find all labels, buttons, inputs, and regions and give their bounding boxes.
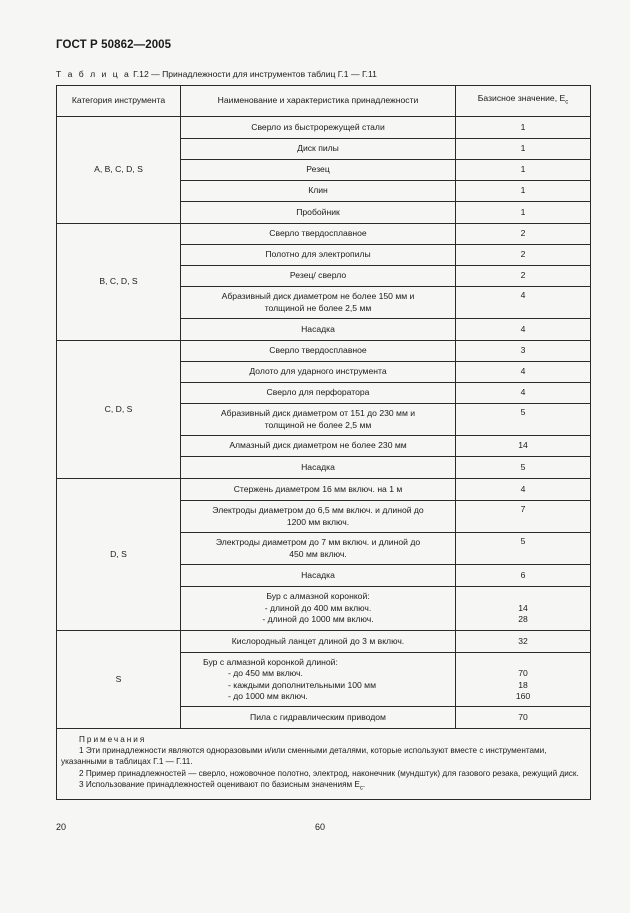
- header-basic-value-sub: c: [565, 99, 569, 106]
- accessory-name: [181, 653, 456, 707]
- note-sub: c: [359, 785, 363, 792]
- basic-value: 7: [456, 501, 591, 533]
- document-id: ГОСТ Р 50862—2005: [56, 39, 172, 51]
- category-cell: A, B, C, D, S: [57, 117, 181, 224]
- basic-value-item: 18: [518, 679, 528, 690]
- accessory-subitem: - длиной до 1000 мм включ.: [262, 614, 374, 625]
- accessory-name: Сверло твердосплавное: [181, 224, 456, 245]
- accessory-name: Насадка: [181, 565, 456, 587]
- accessories-table: [56, 85, 591, 800]
- table-row: [57, 341, 591, 362]
- basic-value: 2: [456, 266, 591, 287]
- accessory-name: Сверло для перфоратора: [181, 383, 456, 404]
- accessory-name: [181, 501, 456, 533]
- accessory-name: Сверло из быстрорежущей стали: [181, 117, 456, 139]
- table-row: [57, 631, 591, 653]
- basic-value: 1: [456, 160, 591, 181]
- basic-value-item: 70: [518, 668, 528, 678]
- basic-value: 70: [456, 707, 591, 729]
- note-item: 1 Эти принадлежности являются одноразовыми и/или сменными деталями, которые используют вместе с инструментами, указанными в таблицах Г.1 — Г.11.: [61, 746, 547, 767]
- accessory-heading: Бур с алмазной коронкой:: [266, 591, 370, 602]
- basic-value: 2: [456, 224, 591, 245]
- accessory-name: Насадка: [181, 457, 456, 479]
- category-cell: D, S: [57, 479, 181, 631]
- accessory-name: [181, 587, 456, 631]
- basic-value-item: 160: [515, 691, 531, 701]
- basic-value-item: 14: [518, 602, 528, 613]
- accessory-name: Клин: [181, 181, 456, 202]
- table-row: [57, 117, 591, 139]
- accessory-name: Сверло твердосплавное: [181, 341, 456, 362]
- category-cell: S: [57, 631, 181, 729]
- notes-cell: [57, 729, 591, 800]
- note-item: 2 Пример принадлежностей — сверло, ножовочное полотно, электрод, наконечник (мундштук) для газового резака, режущий диск.: [79, 768, 579, 778]
- basic-value: 1: [456, 139, 591, 160]
- basic-value: [456, 653, 591, 707]
- basic-value: 1: [456, 117, 591, 139]
- basic-value: 4: [456, 362, 591, 383]
- notes-row: [57, 729, 591, 800]
- basic-value: 3: [456, 341, 591, 362]
- basic-value: 5: [456, 457, 591, 479]
- basic-value: [456, 587, 591, 631]
- note-end: .: [362, 779, 366, 789]
- page-number-center: 60: [315, 822, 326, 832]
- accessory-name: [181, 287, 456, 319]
- notes-title: Примечания: [79, 735, 147, 744]
- basic-value: 5: [456, 404, 591, 436]
- accessory-name: Пробойник: [181, 202, 456, 224]
- accessory-name-line: Абразивный диск диаметром не более 150 мм и: [221, 291, 415, 301]
- accessory-name: Резец/ сверло: [181, 266, 456, 287]
- caption-text: Г.12 — Принадлежности для инструментов таблиц Г.1 — Г.11: [130, 69, 377, 79]
- accessory-name: Пила с гидравлическим приводом: [181, 707, 456, 729]
- caption-prefix: Т а б л и ц а: [56, 69, 131, 79]
- accessory-name: Кислородный ланцет длиной до 3 м включ.: [181, 631, 456, 653]
- basic-value: 4: [456, 383, 591, 404]
- accessory-name: Долото для ударного инструмента: [181, 362, 456, 383]
- accessory-name: [181, 533, 456, 565]
- basic-value: 4: [456, 479, 591, 501]
- accessory-subitem: - каждыми дополнительными 100 мм: [228, 679, 376, 690]
- basic-value: 4: [456, 287, 591, 319]
- accessory-heading: Бур с алмазной коронкой длиной:: [203, 656, 338, 667]
- header-basic-value-text: Базисное значение, E: [477, 92, 566, 103]
- basic-value: 2: [456, 245, 591, 266]
- accessory-name-line: 450 мм включ.: [289, 548, 347, 559]
- basic-value: 6: [456, 565, 591, 587]
- page-number-left: 20: [56, 822, 67, 832]
- accessory-name: [181, 404, 456, 436]
- table-caption: [56, 69, 377, 79]
- accessory-name-line: толщиной не более 2,5 мм: [264, 419, 372, 430]
- accessory-subitem: - до 1000 мм включ.: [228, 691, 308, 701]
- category-cell: C, D, S: [57, 341, 181, 479]
- basic-value: 32: [456, 631, 591, 653]
- accessory-name: Алмазный диск диаметром не более 230 мм: [181, 436, 456, 457]
- accessory-name-line: 1200 мм включ.: [286, 516, 350, 527]
- accessory-name-line: Электроды диаметром до 7 мм включ. и длиной до: [215, 537, 421, 547]
- category-cell: B, C, D, S: [57, 224, 181, 341]
- accessory-name: Диск пилы: [181, 139, 456, 160]
- basic-value: 5: [456, 533, 591, 565]
- header-category: Категория инструмента: [57, 86, 181, 117]
- basic-value: 14: [456, 436, 591, 457]
- accessory-name-line: толщиной не более 2,5 мм: [264, 302, 372, 313]
- basic-value-item: 28: [518, 614, 528, 625]
- accessory-subitem: - до 450 мм включ.: [228, 668, 303, 678]
- header-name: Наименование и характеристика принадлежности: [181, 86, 456, 117]
- table-header-row: [57, 86, 591, 117]
- accessory-name: Стержень диаметром 16 мм включ. на 1 м: [181, 479, 456, 501]
- accessory-name-line: Электроды диаметром до 6,5 мм включ. и длиной до: [212, 505, 424, 515]
- accessory-name: Насадка: [181, 319, 456, 341]
- note-text: 3 Использование принадлежностей оценивают по базисным значениям E: [79, 779, 360, 789]
- accessory-name: Резец: [181, 160, 456, 181]
- basic-value: 4: [456, 319, 591, 341]
- header-basic-value: [456, 86, 591, 117]
- table-row: [57, 224, 591, 245]
- table-row: [57, 479, 591, 501]
- accessory-subitem: - длиной до 400 мм включ.: [264, 602, 372, 613]
- note-item: [61, 779, 586, 795]
- basic-value: 1: [456, 181, 591, 202]
- basic-value: 1: [456, 202, 591, 224]
- accessory-name-line: Абразивный диск диаметром от 151 до 230 мм и: [220, 408, 416, 418]
- accessory-name: Полотно для электропилы: [181, 245, 456, 266]
